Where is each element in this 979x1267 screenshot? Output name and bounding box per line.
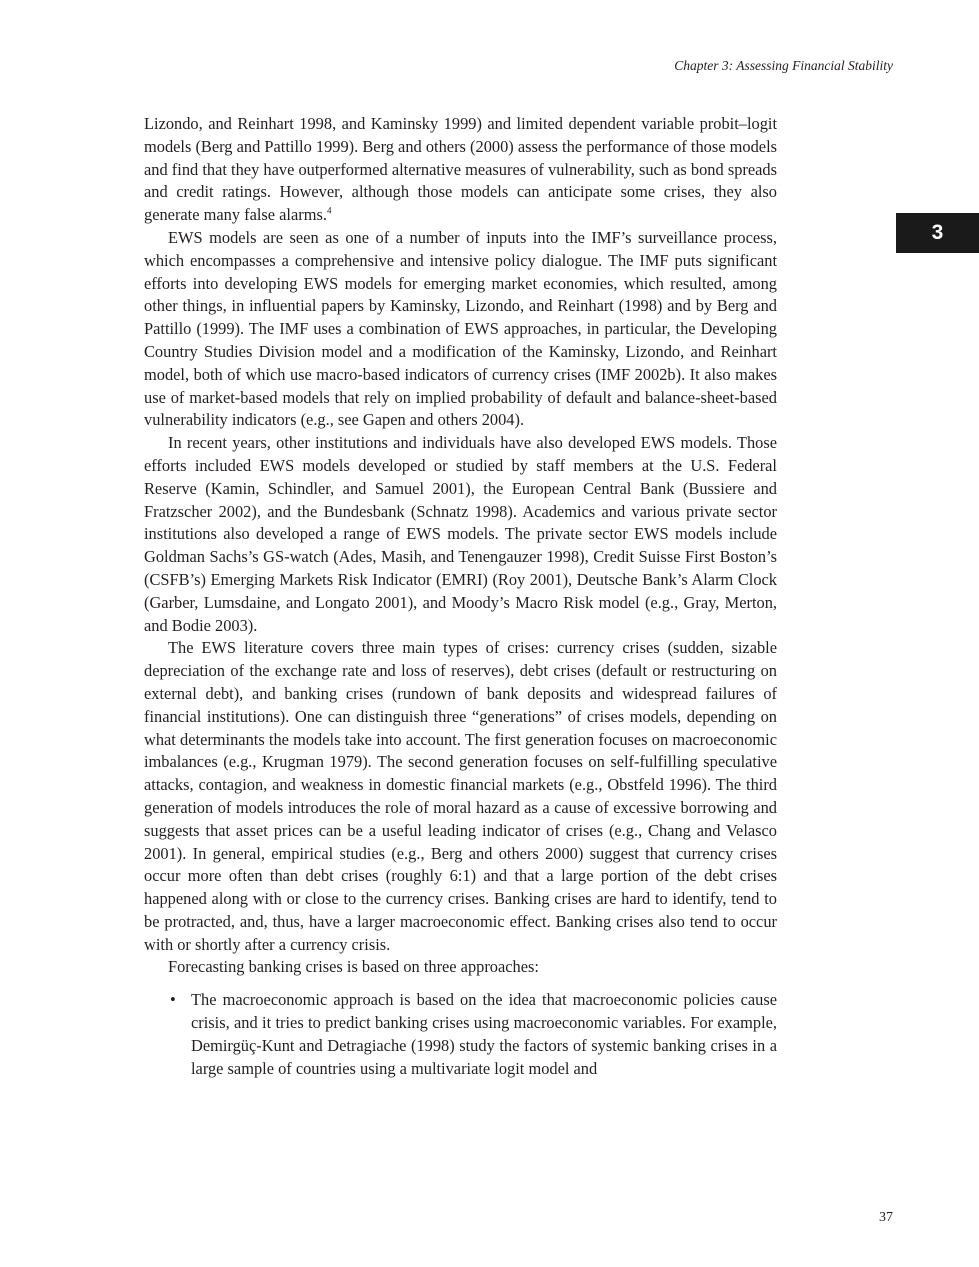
- bullet-icon: •: [170, 990, 176, 1010]
- page-number: 37: [879, 1210, 893, 1225]
- list-item: [144, 989, 777, 1080]
- paragraph-5: Forecasting banking crises is based on three approaches:: [168, 957, 539, 977]
- paragraph-2: EWS models are seen as one of a number of inputs into the IMF’s surveillance process, which encompasses a comprehensive and intensive policy dialogue. The IMF puts significant efforts into developing EWS models for emerging market economies, which resulted, among other things, in influential papers by Kaminsky, Lizondo, and Reinhart (1998) and by Berg and Pattillo (1999). The IMF uses a combination of EWS approaches, in particular, the Developing Country Studies Division model and a modification of the Kaminsky, Lizondo, and Reinhart model, both of which use macro-based indicators of currency crises (IMF 2002b). It also makes use of market-based models that rely on implied probability of default and balance-sheet-based vulnerability indicators (e.g., see Gapen and others 2004).: [144, 227, 777, 430]
- chapter-tab: 3: [896, 213, 979, 253]
- body-text: [144, 113, 777, 1080]
- running-head: Chapter 3: Assessing Financial Stability: [674, 58, 893, 73]
- paragraph-3: In recent years, other institutions and individuals have also developed EWS models. Those efforts included EWS models developed or studied by staff members at the U.S. Federal Reserve (Kamin, Schindler, and Samuel 2001), the European Central Bank (Bussiere and Fratzscher 2002), and the Bundesbank (Schnatz 1998). Academics and various private sector institutions also developed a range of EWS models. The private sector EWS models include Goldman Sachs’s GS-watch (Ades, Masih, and Tenengauzer 1998), Credit Suisse First Boston’s (CSFB’s) Emerging Markets Risk Indicator (EMRI) (Roy 2001), Deutsche Bank’s Alarm Clock (Garber, Lumsdaine, and Longato 2001), and Moody’s Macro Risk model (e.g., Gray, Merton, and Bodie 2003).: [144, 433, 777, 635]
- paragraph-1: [144, 113, 777, 227]
- paragraph-4: The EWS literature covers three main types of crises: currency crises (sudden, sizable depreciation of the exchange rate and loss of reserves), debt crises (default or restructuring on external debt), and banking crises (rundown of bank deposits and widespread failures of financial institutions). One can distinguish three “generations” of crises models, depending on what determinants the models take into account. The first generation focuses on macroeconomic imbalances (e.g., Krugman 1979). The second generation focuses on self-fulfilling speculative attacks, contagion, and weakness in domestic financial markets (e.g., Obstfeld 1996). The third generation of models introduces the role of moral hazard as a cause of excessive borrowing and suggests that asset prices can be a useful leading indicator of crises (e.g., Chang and Velasco 2001). In general, empirical studies (e.g., Berg and others 2000) suggest that currency crises occur more often than debt crises (roughly 6:1) and that a large portion of the debt crises happened along with or close to the currency crises. Banking crises are hard to identify, tend to be protracted, and, thus, have a larger macroeconomic effect. Banking crises also tend to occur with or shortly after a currency crisis.: [144, 638, 777, 954]
- paragraph-1-text: Lizondo, and Reinhart 1998, and Kaminsky 1999) and limited dependent variable probit–logit models (Berg and Pattillo 1999). Berg and others (2000) assess the performance of those models and find that they have outperformed alternative measures of vulnerability, such as bond spreads and credit ratings. However, although those models can anticipate some crises, they also generate many false alarms.: [144, 114, 777, 225]
- footnote-marker: 4: [326, 205, 332, 216]
- list-item-text: The macroeconomic approach is based on the idea that macroeconomic policies cause crisis, and it tries to predict banking crises using macroeconomic variables. For example, Demirgüç-Kunt and Detragiache (1998) study the factors of systemic banking crises in a large sample of countries using a multivariate logit model and: [191, 990, 777, 1078]
- bullet-list: [144, 989, 777, 1080]
